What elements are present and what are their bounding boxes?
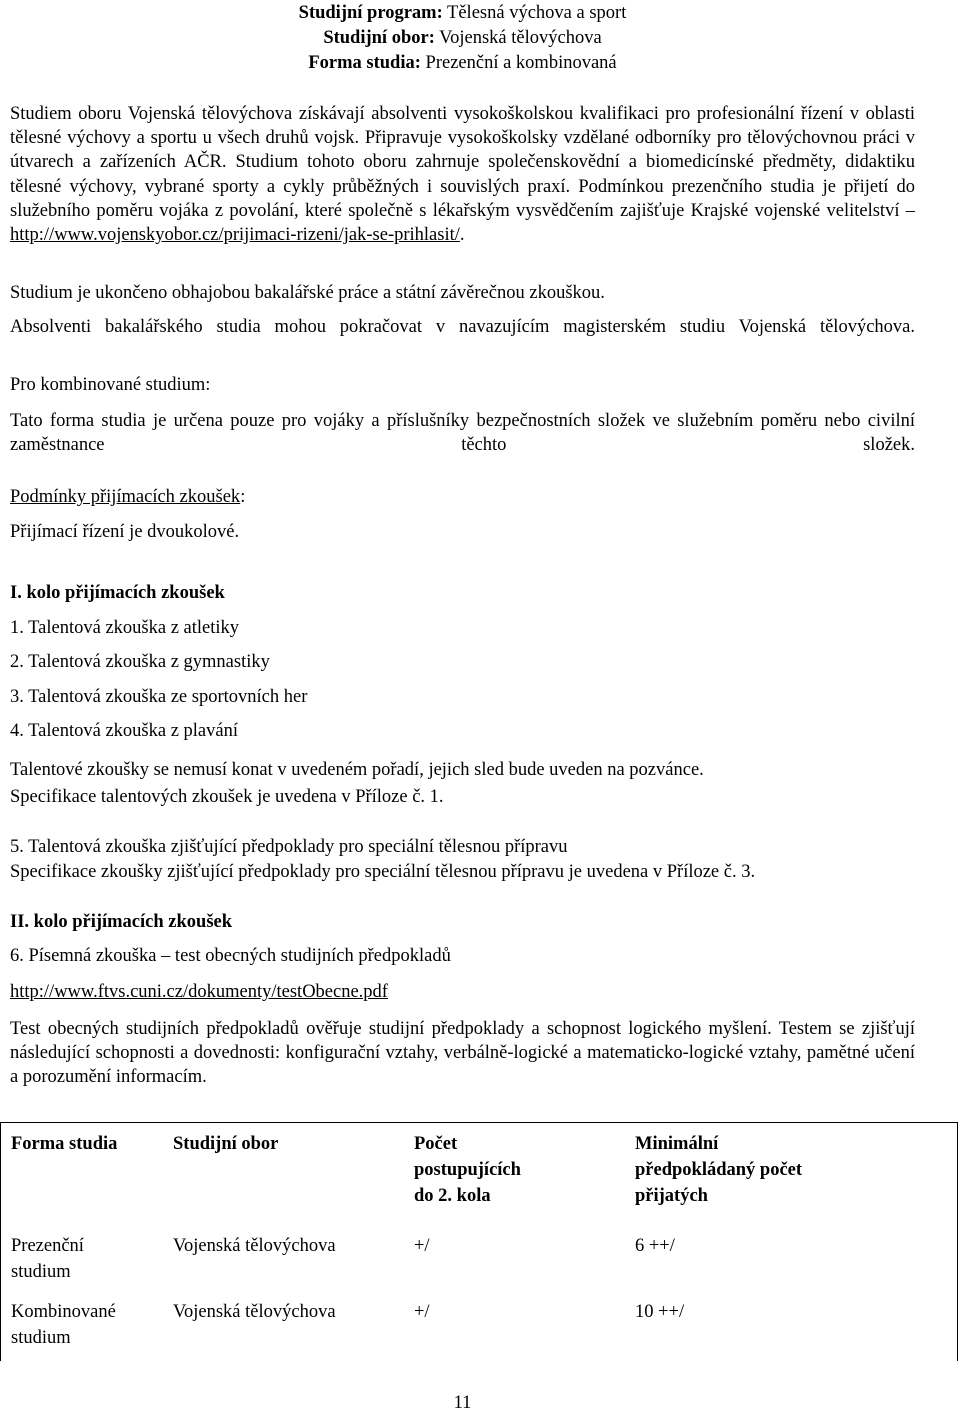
row2-forma	[1, 1295, 164, 1361]
th-min	[625, 1123, 958, 1220]
podminky-suffix: :	[240, 487, 246, 507]
admissions-table	[0, 1122, 958, 1361]
page-number: 11	[453, 1393, 472, 1413]
th-min-line2: předpokládaný počet	[635, 1160, 803, 1180]
round2-title: II. kolo přijímacích zkoušek	[10, 912, 233, 932]
th-pocet	[404, 1123, 625, 1220]
row2-forma-line2: studium	[11, 1328, 71, 1348]
th-pocet-line1: Počet	[414, 1134, 458, 1154]
row1-obor: Vojenská tělovýchova	[173, 1236, 336, 1256]
round1-note-1: Talentové zkoušky se nemusí konat v uvedeném pořadí, jejich sled bude uveden na pozvánce.	[10, 760, 704, 780]
vojenskyobor-link[interactable]: http://www.vojenskyobor.cz/prijimaci-rizeni/jak-se-prihlasit/	[10, 225, 460, 246]
round1-item-2: 2. Talentová zkouška z gymnastiky	[10, 652, 270, 672]
podminky-heading	[10, 485, 245, 509]
round2-text-content: Test obecných studijních předpokladů ověřuje studijní předpoklady a schopnost logického myšlení. Testem se zjišťují následující schopnosti a dovednosti: konfigurační vztahy, verbálně-logické a matematicko-logické vztahy, pamětné učení a porozumění informacím.	[10, 1019, 915, 1088]
forma-label: Forma studia:	[308, 53, 421, 73]
row2-forma-line1: Kombinované	[11, 1302, 116, 1322]
round1-item-5-note: Specifikace zkoušky zjišťující předpoklady pro speciální tělesnou přípravu je uvedena v Příloze č. 3.	[10, 862, 756, 882]
th-pocet-line3: do 2. kola	[414, 1186, 491, 1206]
dvoukolove: Přijímací řízení je dvoukolové.	[10, 522, 240, 542]
obor-label: Studijní obor:	[323, 28, 435, 48]
row2-min: 10 ++/	[625, 1295, 958, 1361]
podminky-label: Podmínky přijímacích zkoušek	[10, 487, 241, 507]
round1-item-3: 3. Talentová zkouška ze sportovních her	[10, 687, 308, 707]
round1-item-1: 1. Talentová zkouška z atletiky	[10, 618, 240, 638]
forma-value: Prezenční a kombinovaná	[425, 53, 617, 73]
th-min-line3: přijatých	[635, 1186, 708, 1206]
table-row	[1, 1219, 958, 1295]
para-absolventi	[10, 315, 915, 339]
table-row	[1, 1295, 958, 1361]
para-end: Studium je ukončeno obhajobou bakalářské práce a státní závěrečnou zkouškou.	[10, 283, 605, 303]
program-value: Tělesná výchova a sport	[447, 3, 627, 23]
para-kombinovane: Pro kombinované studium:	[10, 375, 211, 395]
header-forma	[0, 51, 925, 75]
para-absolventi-text: Absolventi bakalářského studia mohou pokračovat v navazujícím magisterském studiu Vojenská tělovýchova.	[10, 317, 915, 337]
para-forma	[10, 409, 915, 457]
th-obor: Studijní obor	[163, 1123, 404, 1220]
row1-pocet: +/	[414, 1236, 430, 1256]
obor-value: Vojenská tělovýchova	[439, 28, 602, 48]
para-forma-text: Tato forma studia je určena pouze pro vojáky a příslušníky bezpečnostních složek ve služebním poměru nebo civilní zaměstnance těchto složek.	[10, 411, 915, 456]
row2-obor: Vojenská tělovýchova	[173, 1302, 336, 1322]
row1-forma-line1: Prezenční	[11, 1236, 84, 1256]
intro-paragraph	[10, 102, 915, 247]
ftvs-link[interactable]: http://www.ftvs.cuni.cz/dokumenty/testObecne.pdf	[10, 982, 388, 1002]
round1-title: I. kolo přijímacích zkoušek	[10, 583, 225, 603]
th-forma: Forma studia	[1, 1123, 164, 1220]
round2-item-6: 6. Písemná zkouška – test obecných studijních předpokladů	[10, 946, 451, 966]
table-header-row	[1, 1123, 958, 1220]
round1-note-2: Specifikace talentových zkoušek je uvedena v Příloze č. 1.	[10, 787, 444, 807]
intro-text: Studiem oboru Vojenská tělovýchova získávají absolventi vysokoškolskou kvalifikaci pro profesionální řízení v oblasti tělesné výchovy a sportu u všech druhů vojsk. Připravuje vysokoškolsky vzdělané odborníky pro tělovýchovnou práci v útvarech a zařízeních AČR. Studium tohoto oboru zahrnuje společenskovědní a biomedicínské předměty, didaktiku tělesné výchovy, vybrané sporty a cykly průběžných i souvislých praxí. Podmínkou prezenčního studia je přijetí do služebního poměru vojáka z povolání, které společně s lékařským vysvědčením zajišťuje Krajské vojenské velitelství –	[10, 104, 915, 221]
round1-item-5: 5. Talentová zkouška zjišťující předpoklady pro speciální tělesnou přípravu	[10, 837, 568, 857]
round2-text	[10, 1017, 915, 1090]
round1-item-4: 4. Talentová zkouška z plavání	[10, 721, 238, 741]
th-min-line1: Minimální	[635, 1134, 719, 1154]
th-pocet-line2: postupujících	[414, 1160, 521, 1180]
row1-min: 6 ++/	[625, 1219, 958, 1295]
row1-forma-line2: studium	[11, 1262, 71, 1282]
header-program	[0, 1, 925, 25]
row2-pocet: +/	[414, 1302, 430, 1322]
program-label: Studijní program:	[298, 3, 443, 23]
header-obor	[0, 26, 925, 50]
row1-forma	[1, 1219, 164, 1295]
intro-suffix: .	[459, 225, 465, 246]
